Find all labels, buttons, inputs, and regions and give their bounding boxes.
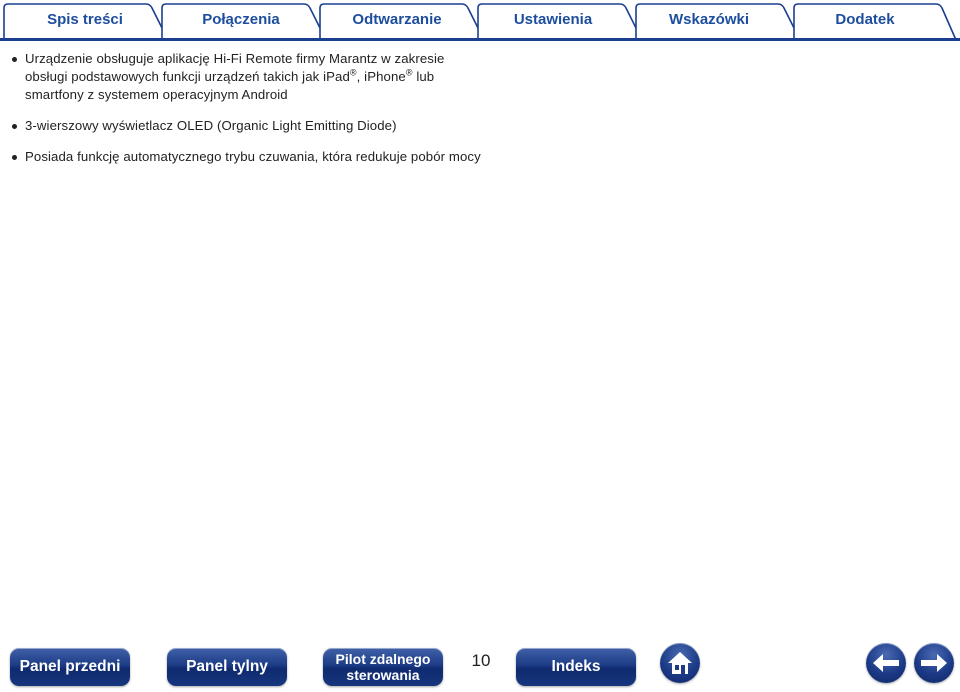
front-panel-button[interactable]: Panel przedni [10, 648, 130, 686]
text-segment: firmy Marantz w zakresie obsługi podstawowych funkcji urządzeń takich jak iPad [25, 51, 445, 84]
forward-button[interactable] [914, 643, 954, 683]
tab-playback[interactable]: Odtwarzanie [352, 10, 442, 28]
list-item [11, 117, 481, 135]
tab-bar [0, 0, 960, 42]
app-name: Hi-Fi Remote [213, 51, 293, 66]
arrow-right-icon [919, 652, 949, 674]
list-item [11, 148, 481, 166]
tab-tips[interactable]: Wskazówki [668, 10, 750, 28]
list-item [11, 50, 481, 104]
page-number: 10 [471, 651, 491, 670]
feature-list-section [11, 50, 481, 179]
home-icon [666, 650, 694, 676]
bullet-icon [12, 124, 17, 129]
bullet-icon [12, 155, 17, 160]
text-segment: lub smartfony z systemem operacyjnym Android [25, 69, 435, 102]
remote-label-line1: Pilot zdalnego [335, 651, 431, 667]
home-button[interactable] [660, 643, 700, 683]
remote-label-line2: sterowania [346, 667, 420, 683]
registered-mark: ® [349, 67, 357, 78]
bullet-icon [12, 57, 17, 62]
tab-connections[interactable]: Połączenia [202, 10, 280, 28]
index-button[interactable]: Indeks [516, 648, 636, 686]
rear-panel-button[interactable]: Panel tylny [167, 648, 287, 686]
feature-list [11, 50, 481, 166]
list-item-text: Posiada funkcję automatycznego trybu czuwania, która redukuje pobór mocy [25, 149, 481, 164]
tab-settings[interactable]: Ustawienia [513, 10, 593, 28]
list-item-text: 3-wierszowy wyświetlacz OLED (Organic Light Emitting Diode) [25, 118, 397, 133]
arrow-left-icon [871, 652, 901, 674]
remote-control-label [336, 651, 431, 683]
text-segment: , iPhone [356, 69, 406, 84]
registered-mark: ® [405, 67, 413, 78]
list-item-text [25, 51, 444, 102]
tab-contents[interactable]: Spis treści [47, 10, 123, 28]
text-segment: Urządzenie obsługuje aplikację [25, 51, 214, 66]
tab-appendix[interactable]: Dodatek [835, 10, 895, 28]
back-button[interactable] [866, 643, 906, 683]
remote-control-button[interactable] [323, 648, 443, 686]
